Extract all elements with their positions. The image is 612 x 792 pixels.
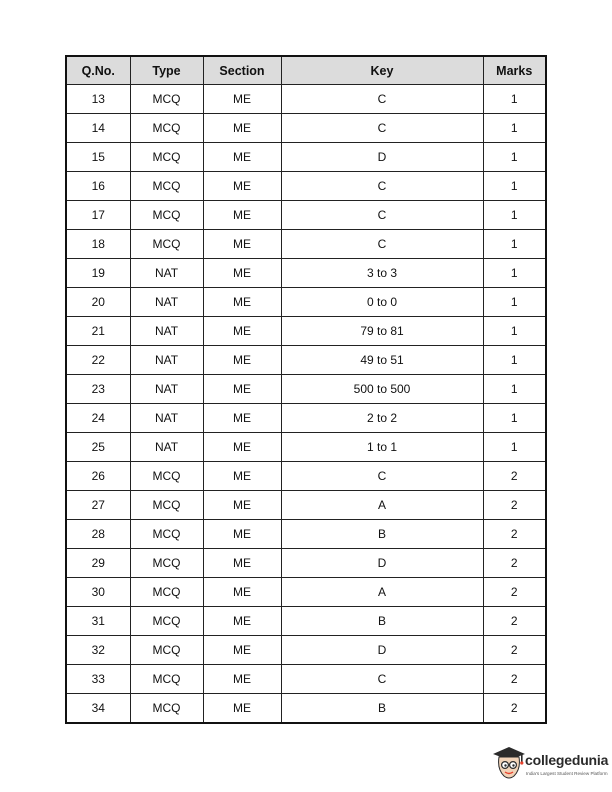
marks-cell: 1: [483, 375, 546, 404]
type-cell: NAT: [130, 259, 203, 288]
qno-cell: 20: [66, 288, 130, 317]
marks-cell: 1: [483, 201, 546, 230]
type-cell: MCQ: [130, 665, 203, 694]
key-cell: 2 to 2: [281, 404, 483, 433]
section-cell: ME: [203, 288, 281, 317]
qno-cell: 27: [66, 491, 130, 520]
table-row: [66, 259, 546, 288]
qno-cell: 17: [66, 201, 130, 230]
marks-cell: 2: [483, 636, 546, 665]
table-row: [66, 230, 546, 259]
section-cell: ME: [203, 201, 281, 230]
type-cell: MCQ: [130, 201, 203, 230]
key-cell: 1 to 1: [281, 433, 483, 462]
section-cell: ME: [203, 259, 281, 288]
marks-cell: 2: [483, 491, 546, 520]
section-cell: ME: [203, 346, 281, 375]
section-cell: ME: [203, 520, 281, 549]
section-cell: ME: [203, 549, 281, 578]
marks-cell: 1: [483, 317, 546, 346]
type-cell: NAT: [130, 317, 203, 346]
section-cell: ME: [203, 607, 281, 636]
key-cell: B: [281, 607, 483, 636]
key-cell: C: [281, 462, 483, 491]
answer-key-table: [65, 55, 547, 724]
table-row: [66, 578, 546, 607]
table-row: [66, 520, 546, 549]
key-cell: C: [281, 85, 483, 114]
qno-cell: 18: [66, 230, 130, 259]
marks-cell: 1: [483, 346, 546, 375]
qno-cell: 33: [66, 665, 130, 694]
marks-cell: 1: [483, 404, 546, 433]
header-key: Key: [281, 56, 483, 85]
table-row: [66, 636, 546, 665]
key-cell: 500 to 500: [281, 375, 483, 404]
type-cell: NAT: [130, 288, 203, 317]
type-cell: MCQ: [130, 172, 203, 201]
qno-cell: 26: [66, 462, 130, 491]
header-qno: Q.No.: [66, 56, 130, 85]
key-cell: C: [281, 665, 483, 694]
section-cell: ME: [203, 230, 281, 259]
section-cell: ME: [203, 375, 281, 404]
type-cell: MCQ: [130, 85, 203, 114]
table-row: [66, 114, 546, 143]
section-cell: ME: [203, 694, 281, 724]
marks-cell: 2: [483, 694, 546, 724]
section-cell: ME: [203, 114, 281, 143]
table-row: [66, 85, 546, 114]
marks-cell: 1: [483, 259, 546, 288]
marks-cell: 2: [483, 520, 546, 549]
qno-cell: 15: [66, 143, 130, 172]
header-marks: Marks: [483, 56, 546, 85]
table-row: [66, 346, 546, 375]
table-row: [66, 433, 546, 462]
table-row: [66, 172, 546, 201]
table-row: [66, 491, 546, 520]
marks-cell: 2: [483, 549, 546, 578]
type-cell: MCQ: [130, 462, 203, 491]
qno-cell: 32: [66, 636, 130, 665]
marks-cell: 2: [483, 578, 546, 607]
key-cell: C: [281, 114, 483, 143]
qno-cell: 22: [66, 346, 130, 375]
key-cell: D: [281, 143, 483, 172]
section-cell: ME: [203, 172, 281, 201]
key-cell: C: [281, 172, 483, 201]
table-row: [66, 375, 546, 404]
table-row: [66, 549, 546, 578]
section-cell: ME: [203, 462, 281, 491]
table-row: [66, 694, 546, 724]
section-cell: ME: [203, 578, 281, 607]
key-cell: B: [281, 520, 483, 549]
section-cell: ME: [203, 665, 281, 694]
section-cell: ME: [203, 317, 281, 346]
header-type: Type: [130, 56, 203, 85]
type-cell: MCQ: [130, 143, 203, 172]
table-row: [66, 404, 546, 433]
type-cell: MCQ: [130, 636, 203, 665]
section-cell: ME: [203, 491, 281, 520]
qno-cell: 23: [66, 375, 130, 404]
graduate-mascot-icon: [492, 745, 526, 783]
key-cell: C: [281, 230, 483, 259]
marks-cell: 1: [483, 433, 546, 462]
marks-cell: 2: [483, 665, 546, 694]
qno-cell: 34: [66, 694, 130, 724]
brand-name: collegedunia: [525, 752, 609, 768]
marks-cell: 1: [483, 85, 546, 114]
table-row: [66, 143, 546, 172]
marks-cell: 1: [483, 230, 546, 259]
qno-cell: 16: [66, 172, 130, 201]
marks-cell: 2: [483, 607, 546, 636]
qno-cell: 19: [66, 259, 130, 288]
key-cell: D: [281, 636, 483, 665]
marks-cell: 1: [483, 143, 546, 172]
header-section: Section: [203, 56, 281, 85]
qno-cell: 30: [66, 578, 130, 607]
section-cell: ME: [203, 636, 281, 665]
qno-cell: 14: [66, 114, 130, 143]
key-cell: D: [281, 549, 483, 578]
key-cell: 49 to 51: [281, 346, 483, 375]
type-cell: MCQ: [130, 607, 203, 636]
type-cell: NAT: [130, 375, 203, 404]
header-row: [66, 56, 546, 85]
table-row: [66, 288, 546, 317]
key-cell: C: [281, 201, 483, 230]
section-cell: ME: [203, 85, 281, 114]
type-cell: MCQ: [130, 230, 203, 259]
section-cell: ME: [203, 404, 281, 433]
type-cell: MCQ: [130, 549, 203, 578]
brand-tagline: India's Largest Student Review Platform: [526, 771, 608, 776]
section-cell: ME: [203, 143, 281, 172]
type-cell: MCQ: [130, 578, 203, 607]
type-cell: MCQ: [130, 114, 203, 143]
table-row: [66, 317, 546, 346]
type-cell: NAT: [130, 433, 203, 462]
table-row: [66, 607, 546, 636]
table-row: [66, 462, 546, 491]
collegedunia-logo: [492, 745, 608, 785]
key-cell: A: [281, 578, 483, 607]
key-cell: 0 to 0: [281, 288, 483, 317]
key-cell: A: [281, 491, 483, 520]
type-cell: NAT: [130, 404, 203, 433]
marks-cell: 1: [483, 172, 546, 201]
table-row: [66, 665, 546, 694]
type-cell: MCQ: [130, 491, 203, 520]
section-cell: ME: [203, 433, 281, 462]
key-cell: B: [281, 694, 483, 724]
marks-cell: 1: [483, 114, 546, 143]
key-cell: 79 to 81: [281, 317, 483, 346]
marks-cell: 1: [483, 288, 546, 317]
key-cell: 3 to 3: [281, 259, 483, 288]
qno-cell: 28: [66, 520, 130, 549]
qno-cell: 29: [66, 549, 130, 578]
type-cell: MCQ: [130, 520, 203, 549]
qno-cell: 13: [66, 85, 130, 114]
table-row: [66, 201, 546, 230]
qno-cell: 24: [66, 404, 130, 433]
qno-cell: 25: [66, 433, 130, 462]
marks-cell: 2: [483, 462, 546, 491]
type-cell: NAT: [130, 346, 203, 375]
type-cell: MCQ: [130, 694, 203, 724]
qno-cell: 21: [66, 317, 130, 346]
qno-cell: 31: [66, 607, 130, 636]
